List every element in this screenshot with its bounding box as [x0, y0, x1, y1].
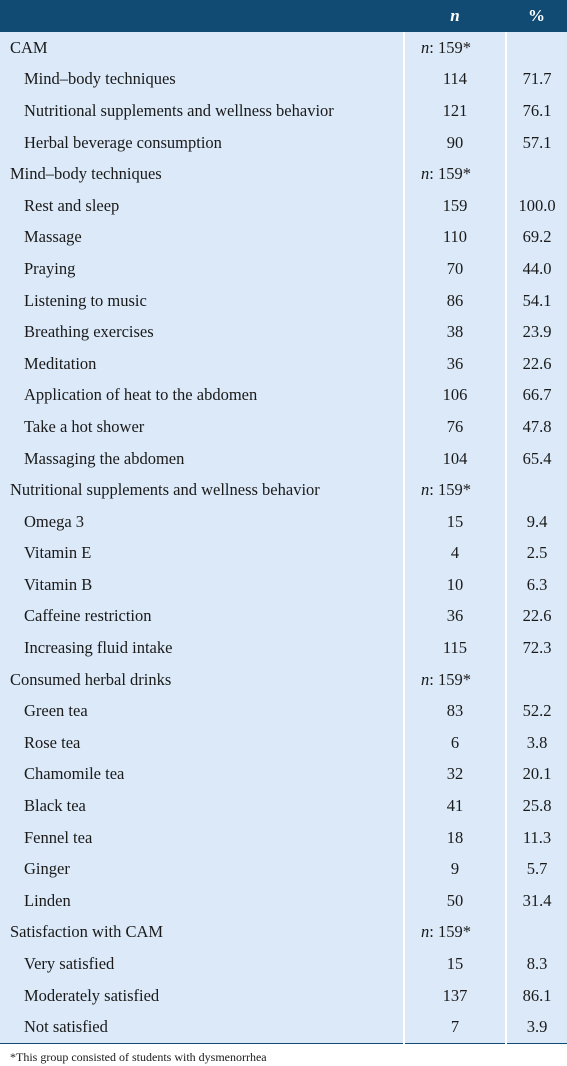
table-row: [0, 727, 567, 759]
row-label: Massaging the abdomen: [0, 443, 404, 475]
table-row: [0, 948, 567, 980]
row-label: Omega 3: [0, 506, 404, 538]
row-label: Not satisfied: [0, 1011, 404, 1043]
row-percent: 9.4: [506, 506, 567, 538]
row-label: Listening to music: [0, 285, 404, 317]
table-row: [0, 222, 567, 254]
table-row: [0, 443, 567, 475]
table-footnote: *This group consisted of students with dysmenorrhea: [10, 1050, 267, 1064]
row-percent: 2.5: [506, 538, 567, 570]
section-row: [0, 158, 567, 190]
row-label: Ginger: [0, 853, 404, 885]
row-label: Increasing fluid intake: [0, 632, 404, 664]
row-count: 15: [404, 506, 506, 538]
row-count: 32: [404, 759, 506, 791]
row-label: Moderately satisfied: [0, 980, 404, 1012]
table-row: [0, 285, 567, 317]
sample-size-value: : 159*: [429, 37, 471, 57]
sample-size-value: : 159*: [429, 922, 471, 942]
row-percent: 86.1: [506, 980, 567, 1012]
row-percent: 31.4: [506, 885, 567, 917]
row-label: Massage: [0, 222, 404, 254]
row-count: 50: [404, 885, 506, 917]
header-label: [0, 0, 404, 32]
row-percent: [506, 664, 567, 696]
row-label: Application of heat to the abdomen: [0, 380, 404, 412]
row-count: 41: [404, 790, 506, 822]
section-label: Satisfaction with CAM: [0, 917, 404, 949]
table-row: [0, 980, 567, 1012]
section-sample-size: [404, 917, 506, 949]
row-label: Vitamin B: [0, 569, 404, 601]
header-n: n: [450, 6, 460, 25]
row-percent: 44.0: [506, 253, 567, 285]
row-count: 110: [404, 222, 506, 254]
section-label: Consumed herbal drinks: [0, 664, 404, 696]
table-row: [0, 759, 567, 791]
sample-size-value: : 159*: [429, 164, 471, 184]
row-count: 114: [404, 64, 506, 96]
row-label: Mind–body techniques: [0, 64, 404, 96]
table-row: [0, 538, 567, 570]
row-percent: 3.9: [506, 1011, 567, 1043]
section-label: Nutritional supplements and wellness behavior: [0, 474, 404, 506]
row-count: 9: [404, 853, 506, 885]
table-row: [0, 411, 567, 443]
row-percent: 54.1: [506, 285, 567, 317]
section-label: CAM: [0, 32, 404, 64]
sample-size-symbol: n: [421, 164, 430, 184]
row-percent: 57.1: [506, 127, 567, 159]
row-count: 10: [404, 569, 506, 601]
row-label: Chamomile tea: [0, 759, 404, 791]
row-label: Rest and sleep: [0, 190, 404, 222]
row-count: 106: [404, 380, 506, 412]
section-row: [0, 474, 567, 506]
row-percent: 47.8: [506, 411, 567, 443]
section-sample-size: [404, 158, 506, 190]
row-percent: 23.9: [506, 316, 567, 348]
row-label: Meditation: [0, 348, 404, 380]
row-count: 159: [404, 190, 506, 222]
table-row: [0, 695, 567, 727]
row-count: 115: [404, 632, 506, 664]
row-label: Caffeine restriction: [0, 601, 404, 633]
table-row: [0, 95, 567, 127]
row-percent: 8.3: [506, 948, 567, 980]
sample-size-symbol: n: [421, 37, 430, 57]
row-percent: 11.3: [506, 822, 567, 854]
row-label: Breathing exercises: [0, 316, 404, 348]
row-label: Very satisfied: [0, 948, 404, 980]
section-row: [0, 32, 567, 64]
table-row: [0, 64, 567, 96]
table-row: [0, 569, 567, 601]
row-count: 36: [404, 601, 506, 633]
row-percent: 3.8: [506, 727, 567, 759]
row-count: 70: [404, 253, 506, 285]
row-percent: 52.2: [506, 695, 567, 727]
row-count: 90: [404, 127, 506, 159]
sample-size-value: : 159*: [429, 669, 471, 689]
header-percent: %: [528, 6, 545, 25]
row-count: 7: [404, 1011, 506, 1043]
row-label: Green tea: [0, 695, 404, 727]
row-label: Rose tea: [0, 727, 404, 759]
row-percent: 76.1: [506, 95, 567, 127]
row-label: Vitamin E: [0, 538, 404, 570]
row-count: 76: [404, 411, 506, 443]
row-percent: [506, 158, 567, 190]
table-row: [0, 506, 567, 538]
sample-size-symbol: n: [421, 669, 430, 689]
table-row: [0, 853, 567, 885]
table-row: [0, 601, 567, 633]
row-label: Herbal beverage consumption: [0, 127, 404, 159]
row-percent: 69.2: [506, 222, 567, 254]
row-label: Take a hot shower: [0, 411, 404, 443]
section-sample-size: [404, 664, 506, 696]
table-row: [0, 316, 567, 348]
row-label: Linden: [0, 885, 404, 917]
section-row: [0, 664, 567, 696]
row-count: 4: [404, 538, 506, 570]
table-row: [0, 348, 567, 380]
row-percent: 5.7: [506, 853, 567, 885]
row-percent: 65.4: [506, 443, 567, 475]
row-percent: 71.7: [506, 64, 567, 96]
row-count: 38: [404, 316, 506, 348]
row-percent: 6.3: [506, 569, 567, 601]
sample-size-value: : 159*: [429, 480, 471, 500]
row-count: 6: [404, 727, 506, 759]
table-row: [0, 822, 567, 854]
table-row: [0, 253, 567, 285]
row-count: 36: [404, 348, 506, 380]
row-percent: [506, 474, 567, 506]
row-label: Praying: [0, 253, 404, 285]
row-label: Nutritional supplements and wellness behavior: [0, 95, 404, 127]
row-count: 104: [404, 443, 506, 475]
sample-size-symbol: n: [421, 922, 430, 942]
row-count: 86: [404, 285, 506, 317]
row-percent: 25.8: [506, 790, 567, 822]
row-count: 15: [404, 948, 506, 980]
row-percent: 72.3: [506, 632, 567, 664]
table-row: [0, 885, 567, 917]
row-percent: [506, 917, 567, 949]
row-label: Black tea: [0, 790, 404, 822]
row-count: 137: [404, 980, 506, 1012]
row-percent: 66.7: [506, 380, 567, 412]
row-count: 18: [404, 822, 506, 854]
table-body: [0, 32, 567, 1043]
sample-size-symbol: n: [421, 480, 430, 500]
table-row: [0, 790, 567, 822]
row-percent: 22.6: [506, 601, 567, 633]
row-percent: 100.0: [506, 190, 567, 222]
row-percent: 22.6: [506, 348, 567, 380]
table-header-row: [0, 0, 567, 32]
row-percent: [506, 32, 567, 64]
table-row: [0, 380, 567, 412]
table-row: [0, 127, 567, 159]
table-row: [0, 1011, 567, 1043]
row-label: Fennel tea: [0, 822, 404, 854]
table-row: [0, 190, 567, 222]
section-sample-size: [404, 32, 506, 64]
section-sample-size: [404, 474, 506, 506]
section-label: Mind–body techniques: [0, 158, 404, 190]
section-row: [0, 917, 567, 949]
table-row: [0, 632, 567, 664]
row-count: 121: [404, 95, 506, 127]
row-count: 83: [404, 695, 506, 727]
row-percent: 20.1: [506, 759, 567, 791]
